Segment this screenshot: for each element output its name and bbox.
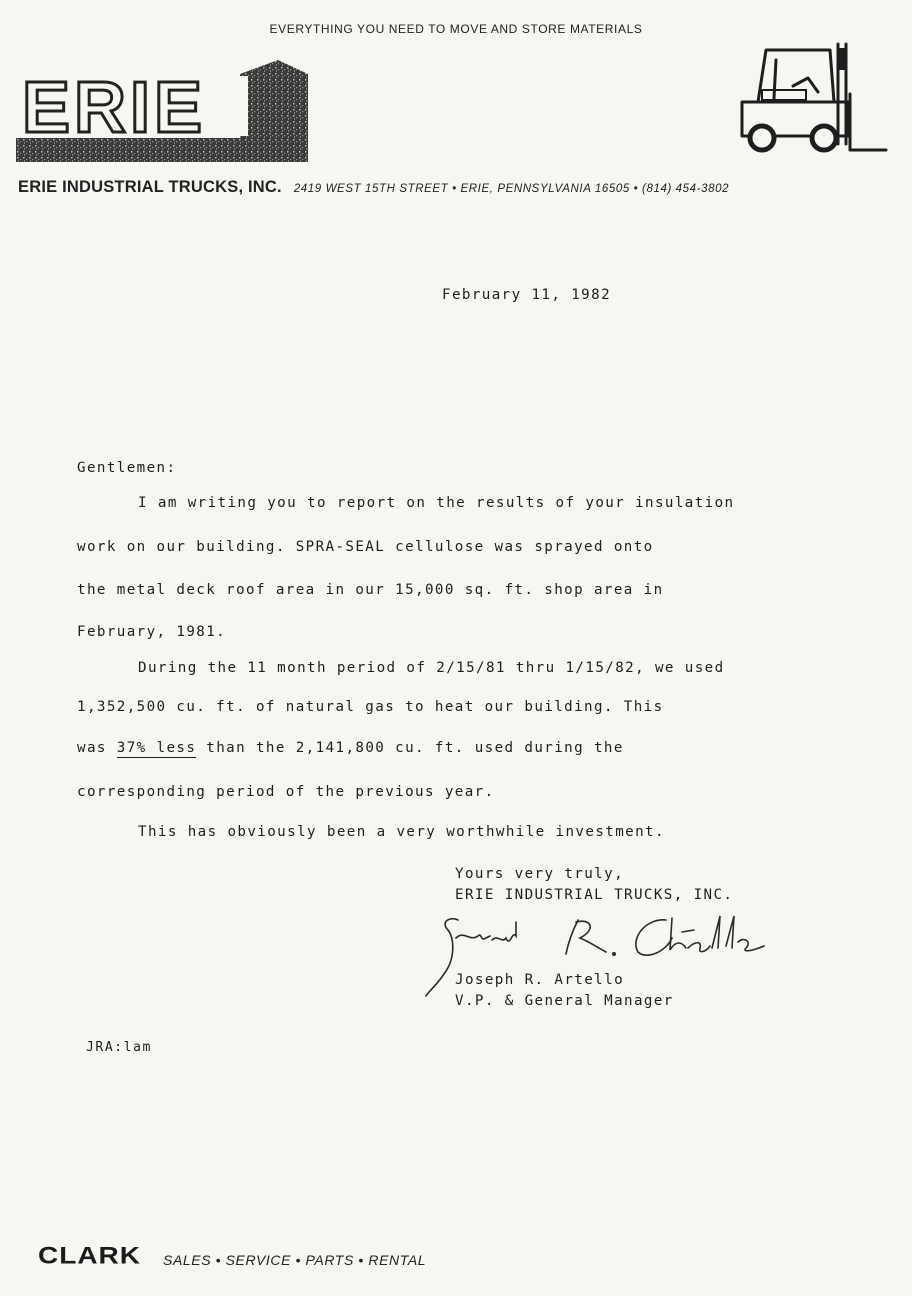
company-name: ERIE INDUSTRIAL TRUCKS, INC. [18, 178, 282, 196]
closing: Yours very truly, [455, 866, 625, 882]
body-line: work on our building. SPRA-SEAL cellulose was sprayed onto [77, 539, 654, 555]
body-line: I am writing you to report on the results of your insulation [138, 495, 735, 511]
body-line [77, 740, 624, 756]
signer-title: V.P. & General Manager [455, 993, 674, 1009]
signer-name: Joseph R. Artello [455, 972, 625, 988]
salutation: Gentlemen: [77, 460, 177, 476]
company-info [18, 178, 898, 197]
typist-initials: JRA:lam [86, 1040, 152, 1055]
body-text: was [77, 740, 117, 756]
body-text: than the 2,141,800 cu. ft. used during the [196, 740, 624, 756]
company-address: 2419 WEST 15TH STREET • ERIE, PENNSYLVANIA 16505 • (814) 454-3802 [293, 183, 730, 195]
body-line: February, 1981. [77, 624, 227, 640]
body-line: corresponding period of the previous year. [77, 784, 495, 800]
body-line: During the 11 month period of 2/15/81 thru 1/15/82, we used [138, 660, 725, 676]
body-line: 1,352,500 cu. ft. of natural gas to heat our building. This [77, 699, 664, 715]
forklift-icon [738, 40, 888, 156]
svg-text:ERIE: ERIE [22, 68, 207, 148]
body-line: This has obviously been a very worthwhile investment. [138, 824, 665, 840]
clark-brand: CLARK [38, 1242, 141, 1269]
footer-services: SALES • SERVICE • PARTS • RENTAL [163, 1252, 427, 1268]
erie-logo [16, 60, 308, 172]
letter-date: February 11, 1982 [442, 287, 612, 303]
underlined-savings: 37% less [116, 740, 197, 756]
letter-footer [38, 1240, 426, 1272]
closing-company: ERIE INDUSTRIAL TRUCKS, INC. [455, 887, 734, 903]
letterhead-tagline: EVERYTHING YOU NEED TO MOVE AND STORE MATERIALS [269, 22, 643, 36]
body-line: the metal deck roof area in our 15,000 sq. ft. shop area in [77, 582, 664, 598]
